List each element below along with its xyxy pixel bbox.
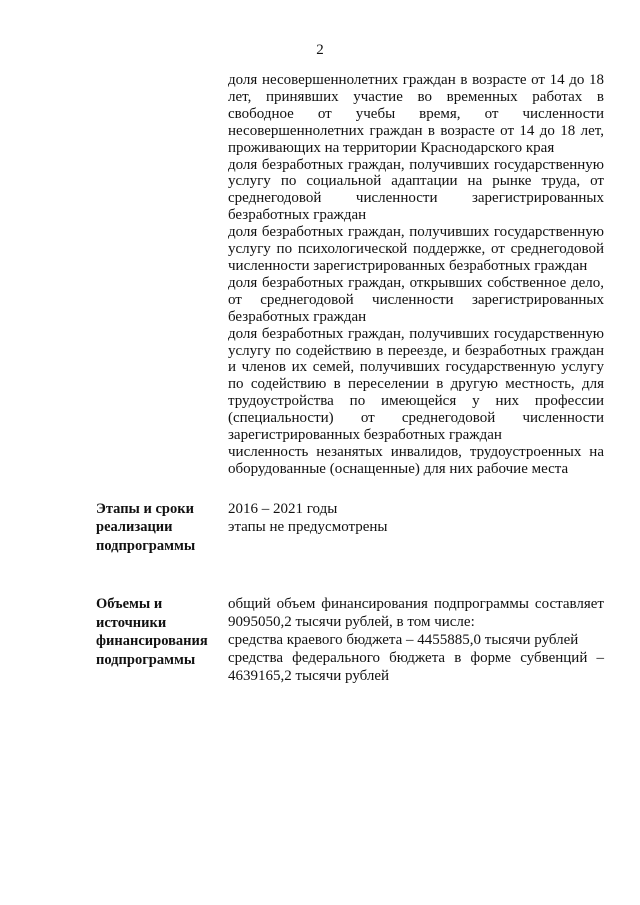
target-indicators-list (228, 72, 604, 478)
indicator-item: доля безработных граждан, получивших государственную услугу по содействию в переезде, и безработных граждан и членов их семей, получивших государственную услугу по содействию в переселении в другую местность, для трудоустройства по имеющейся у них профессии (специальности) от среднегодовой численности зарегистрированных безработных граждан (228, 325, 604, 444)
financing-content (228, 595, 604, 685)
page-number: 2 (316, 42, 324, 58)
stages-content (228, 500, 604, 536)
financing-regional: средства краевого бюджета – 4455885,0 тысячи рублей (228, 632, 579, 649)
financing-total: общий объем финансирования подпрограммы составляет 9095050,2 тысячи рублей, в том числе: (228, 596, 604, 631)
indicator-item: доля безработных граждан, получивших государственную услугу по психологической поддержке, от среднегодовой численности зарегистрированных безработных граждан (228, 224, 604, 274)
target-indicators-block (96, 72, 606, 478)
stages-period: 2016 – 2021 годы (228, 500, 338, 517)
indicator-item: доля несовершеннолетних граждан в возрасте от 14 до 18 лет, принявших участие во временных работах в свободное от учебы время, от численности несовершеннолетних граждан в возрасте от 14 до 18 лет, проживающих на территории Краснодарского края (228, 72, 604, 156)
financing-block (96, 595, 606, 685)
stages-label: Этапы и сроки реализации подпрограммы (96, 500, 196, 554)
financing-label: Объемы и источники финансирования подпрограммы (96, 596, 208, 668)
indicator-item: доля безработных граждан, получивших государственную услугу по социальной адаптации на рынке труда, от среднегодовой численности зарегистрированных безработных граждан (228, 156, 604, 224)
financing-federal: средства федерального бюджета в форме субвенций – 4639165,2 тысячи рублей (228, 650, 604, 685)
subprogram-passport (96, 72, 606, 685)
indicator-item: численность незанятых инвалидов, трудоустроенных на оборудованные (оснащенные) для них рабочие места (228, 443, 604, 477)
stages-note: этапы не предусмотрены (228, 518, 388, 535)
indicator-item: доля безработных граждан, открывших собственное дело, от среднегодовой численности зарегистрированных безработных граждан (228, 274, 604, 325)
stages-block (96, 500, 606, 556)
